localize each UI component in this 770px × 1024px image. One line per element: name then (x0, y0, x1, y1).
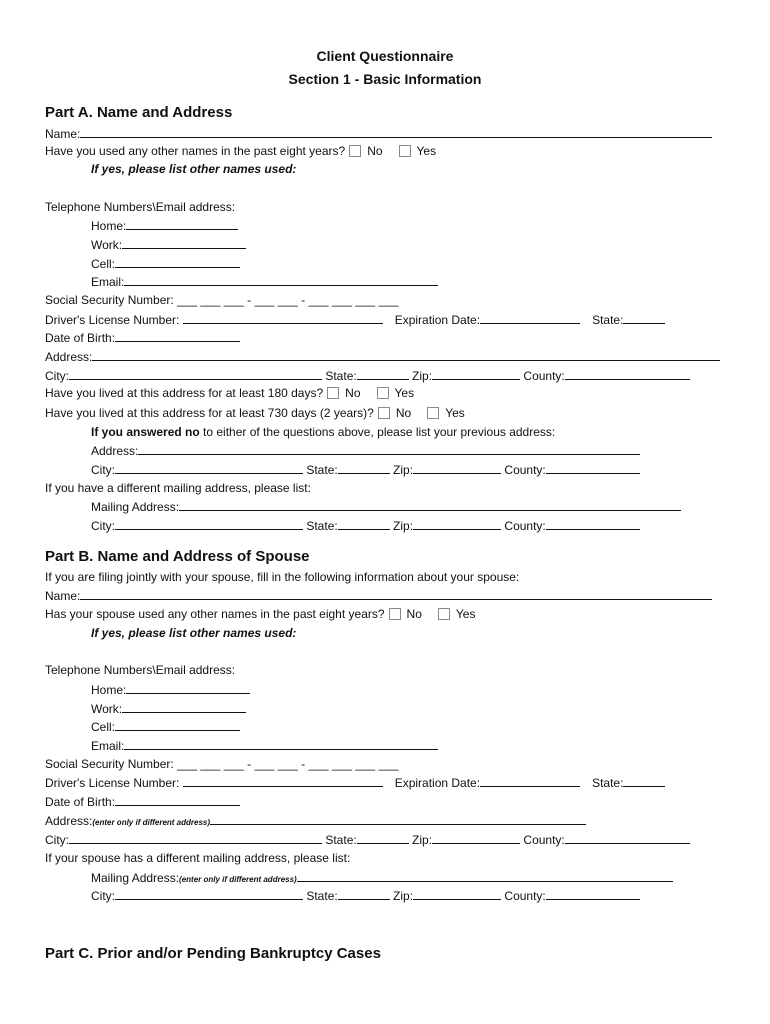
mailing-city-row (91, 518, 640, 533)
different-mailing-note: If you have a different mailing address, please list: (45, 481, 311, 495)
work-phone-field[interactable] (122, 237, 246, 249)
dob-row (45, 330, 240, 345)
mailing-address-label: Mailing Address: (91, 500, 180, 514)
spouse-cell-phone-field[interactable] (115, 719, 240, 731)
spouse-mailing-note: If your spouse has a different mailing address, please list: (45, 851, 351, 865)
spouse-dob-row (45, 794, 240, 809)
zip-label: Zip: (412, 369, 433, 383)
mail-county-label: County: (504, 889, 546, 903)
spouse-other-names-note: If yes, please list other names used: (91, 626, 297, 640)
prev-state-field[interactable] (338, 462, 390, 474)
spouse-work-phone-row (91, 701, 246, 716)
cell-phone-field[interactable] (115, 256, 240, 268)
work-phone-row (91, 237, 246, 252)
lived-180-row (45, 386, 414, 400)
mail-zip-label: Zip: (393, 519, 414, 533)
mail-state-label: State: (306, 519, 338, 533)
dl-state-label: State: (592, 313, 624, 327)
lived-180-no-checkbox[interactable] (327, 387, 339, 399)
dob-label: Date of Birth: (45, 795, 116, 809)
mailing-address-row (91, 499, 681, 514)
dob-field[interactable] (115, 330, 240, 342)
mail-state-label: State: (306, 889, 338, 903)
lived-180-question: Have you lived at this address for at least 180 days? (45, 386, 324, 400)
spouse-ssn-row (45, 757, 399, 771)
spouse-city-field[interactable] (69, 832, 322, 844)
state-label: State: (325, 833, 357, 847)
spouse-other-names-question: Has your spouse used any other names in the past eight years? (45, 607, 385, 621)
spouse-expiration-field[interactable] (480, 775, 580, 787)
mail-city-field[interactable] (115, 518, 303, 530)
document-subtitle: Section 1 - Basic Information (288, 71, 482, 87)
answered-no-bold: If you answered no (91, 425, 200, 439)
spouse-cell-phone-row (91, 719, 240, 734)
prev-state-label: State: (306, 463, 338, 477)
lived-730-row (45, 406, 465, 420)
expiration-label: Expiration Date: (394, 313, 481, 327)
part-a-heading: Part A. Name and Address (45, 104, 233, 121)
county-field[interactable] (565, 368, 690, 380)
ssn-label: Social Security Number: (45, 293, 174, 307)
name-field[interactable] (80, 126, 712, 138)
spouse-work-phone-field[interactable] (122, 701, 246, 713)
lived-730-no-checkbox[interactable] (378, 407, 390, 419)
dl-state-label: State: (592, 776, 624, 790)
no-label: No (395, 406, 412, 420)
spouse-other-names-row (45, 607, 475, 621)
spouse-address-row (45, 813, 586, 830)
state-label: State: (325, 369, 357, 383)
spouse-other-names-yes-checkbox[interactable] (438, 608, 450, 620)
no-label: No (367, 144, 383, 158)
spouse-address-field[interactable] (210, 813, 586, 825)
other-names-yes-checkbox[interactable] (399, 145, 411, 157)
yes-label: Yes (394, 386, 415, 400)
spouse-mailing-city-row (91, 888, 640, 903)
lived-730-question: Have you lived at this address for at least 730 days (2 years)? (45, 406, 374, 420)
prev-zip-label: Zip: (393, 463, 414, 477)
spouse-name-field[interactable] (80, 588, 712, 600)
filing-jointly-note: If you are filing jointly with your spouse, fill in the following information about your spouse: (45, 570, 520, 584)
prev-zip-field[interactable] (413, 462, 501, 474)
spouse-mail-state-field[interactable] (338, 888, 390, 900)
spouse-email-field[interactable] (124, 738, 438, 750)
other-names-row (45, 144, 436, 158)
no-label: No (345, 386, 361, 400)
email-field[interactable] (124, 274, 438, 286)
spouse-telephone-email-label: Telephone Numbers\Email address: (45, 663, 236, 677)
spouse-state-field[interactable] (357, 832, 409, 844)
address-row (45, 349, 720, 364)
enter-only-note: (enter only if different address) (92, 818, 211, 827)
lived-730-yes-checkbox[interactable] (427, 407, 439, 419)
city-label: City: (45, 833, 69, 847)
county-label: County: (523, 369, 565, 383)
prev-city-field[interactable] (115, 462, 303, 474)
dl-state-field[interactable] (623, 312, 665, 324)
home-phone-field[interactable] (126, 218, 238, 230)
enter-only-note: (enter only if different address) (179, 875, 297, 884)
other-names-no-checkbox[interactable] (349, 145, 361, 157)
spouse-home-phone-field[interactable] (126, 682, 250, 694)
spouse-mailing-address-row (91, 870, 673, 887)
spouse-name-label: Name: (45, 589, 81, 603)
drivers-license-row (45, 312, 665, 327)
document-title: Client Questionnaire (316, 48, 454, 64)
other-names-note: If yes, please list other names used: (91, 162, 297, 176)
spouse-name-row (45, 588, 712, 603)
yes-label: Yes (445, 406, 465, 420)
spouse-mailing-address-field[interactable] (297, 870, 673, 882)
zip-label: Zip: (412, 833, 433, 847)
prev-county-label: County: (504, 463, 546, 477)
expiration-field[interactable] (480, 312, 580, 324)
mail-county-label: County: (504, 519, 546, 533)
home-label: Home: (91, 219, 127, 233)
name-label: Name: (45, 127, 81, 141)
spouse-home-phone-row (91, 682, 250, 697)
dl-label: Driver's License Number: (45, 313, 180, 327)
yes-label: Yes (455, 607, 476, 621)
mailing-address-label: Mailing Address: (91, 871, 180, 885)
spouse-county-field[interactable] (565, 832, 690, 844)
previous-city-row (91, 462, 640, 477)
spouse-ssn-field[interactable]: ___ ___ ___ - ___ ___ - ___ ___ ___ ___ (177, 757, 399, 771)
state-field[interactable] (357, 368, 409, 380)
dob-label: Date of Birth: (45, 331, 116, 345)
mail-city-label: City: (91, 889, 115, 903)
previous-address-note (91, 425, 555, 439)
yes-label: Yes (416, 144, 437, 158)
email-row (91, 274, 438, 289)
ssn-label: Social Security Number: (45, 757, 174, 771)
no-label: No (406, 607, 422, 621)
previous-address-field[interactable] (138, 443, 640, 455)
other-names-question: Have you used any other names in the past eight years? (45, 144, 346, 158)
dl-label: Driver's License Number: (45, 776, 180, 790)
spouse-city-row (45, 832, 690, 847)
zip-field[interactable] (432, 368, 520, 380)
home-phone-row (91, 218, 238, 233)
work-label: Work: (91, 238, 123, 252)
city-field[interactable] (69, 368, 322, 380)
answered-no-rest: to either of the questions above, please list your previous address: (199, 425, 556, 439)
telephone-email-label: Telephone Numbers\Email address: (45, 200, 236, 214)
email-label: Email: (91, 275, 125, 289)
home-label: Home: (91, 683, 127, 697)
mail-state-field[interactable] (338, 518, 390, 530)
spouse-dl-state-field[interactable] (623, 775, 665, 787)
mail-zip-field[interactable] (413, 518, 501, 530)
address-field[interactable] (92, 349, 720, 361)
part-b-heading: Part B. Name and Address of Spouse (45, 548, 310, 565)
prev-city-label: City: (91, 463, 115, 477)
previous-address-label: Address: (91, 444, 139, 458)
previous-address-row (91, 443, 640, 458)
prev-county-field[interactable] (546, 462, 640, 474)
dl-field[interactable] (183, 312, 383, 324)
spouse-dl-field[interactable] (183, 775, 383, 787)
ssn-field[interactable]: ___ ___ ___ - ___ ___ - ___ ___ ___ ___ (177, 293, 399, 307)
spouse-email-row (91, 738, 438, 753)
lived-180-yes-checkbox[interactable] (377, 387, 389, 399)
spouse-dob-field[interactable] (115, 794, 240, 806)
expiration-label: Expiration Date: (394, 776, 481, 790)
cell-label: Cell: (91, 720, 116, 734)
county-label: County: (523, 833, 565, 847)
email-label: Email: (91, 739, 125, 753)
mail-county-field[interactable] (546, 518, 640, 530)
spouse-mail-zip-field[interactable] (413, 888, 501, 900)
work-label: Work: (91, 702, 123, 716)
city-label: City: (45, 369, 69, 383)
spouse-other-names-no-checkbox[interactable] (389, 608, 401, 620)
spouse-mail-county-field[interactable] (546, 888, 640, 900)
city-row (45, 368, 690, 383)
cell-phone-row (91, 256, 240, 271)
ssn-row (45, 293, 399, 307)
mailing-address-field[interactable] (179, 499, 681, 511)
mail-zip-label: Zip: (393, 889, 414, 903)
address-label: Address: (45, 814, 93, 828)
spouse-mail-city-field[interactable] (115, 888, 303, 900)
spouse-drivers-license-row (45, 775, 665, 790)
mail-city-label: City: (91, 519, 115, 533)
name-row (45, 126, 712, 141)
cell-label: Cell: (91, 257, 116, 271)
spouse-zip-field[interactable] (432, 832, 520, 844)
address-label: Address: (45, 350, 93, 364)
part-c-heading: Part C. Prior and/or Pending Bankruptcy Cases (45, 945, 381, 962)
